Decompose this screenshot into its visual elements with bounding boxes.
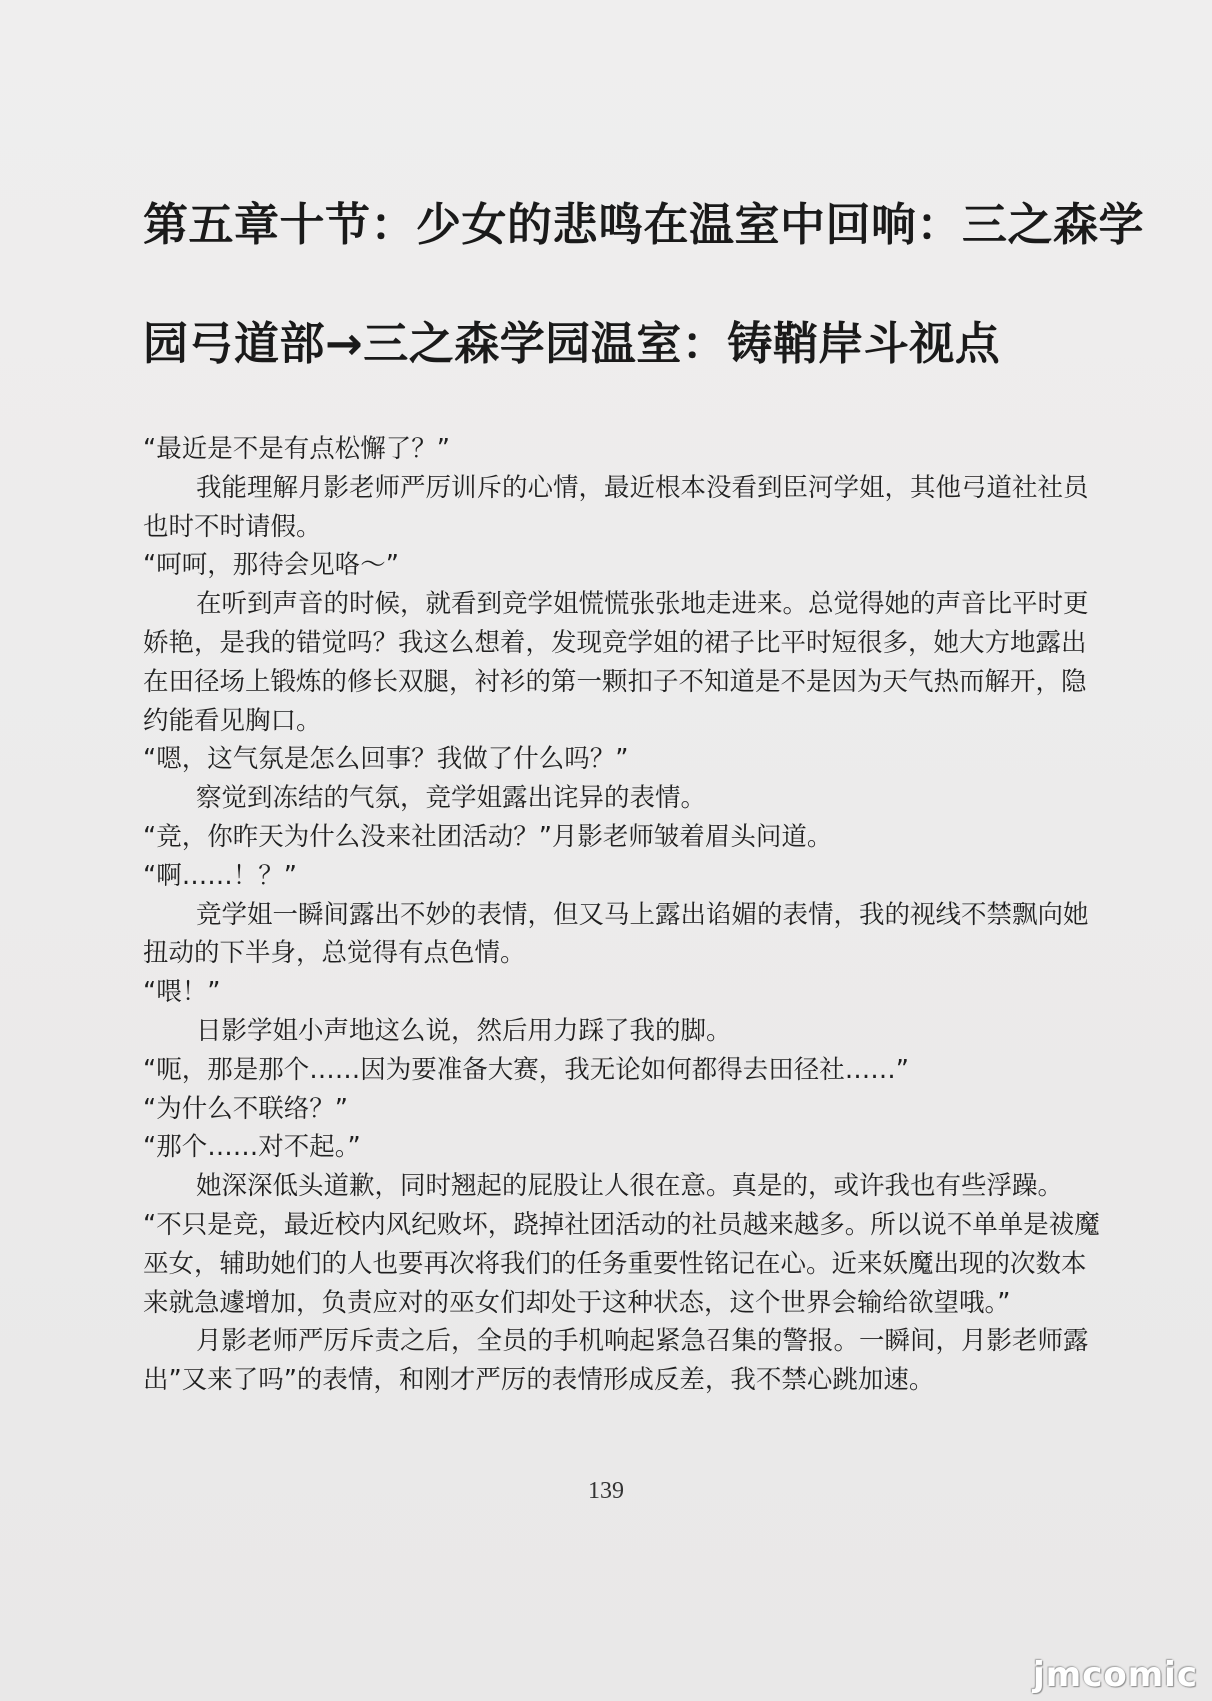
paragraph: “呃，那是那个……因为要准备大赛，我无论如何都得去田径社……” xyxy=(143,1054,909,1085)
paragraph: “最近是不是有点松懈了？” xyxy=(143,434,450,464)
paragraph: 在听到声音的时候，就看到竞学姐慌慌张张地走进来。总觉得她的声音比平时更娇艳，是我的错觉吗？我这么想着，发现竞学姐的裙子比平时短很多，她大方地露出在田径场上锻炼的修长双腿，衬衫的第一颗扣子不知道是不是因为天气热而解开，隐约能看见胸口。 xyxy=(143,589,1089,736)
paragraph: “那个……对不起。” xyxy=(143,1132,361,1163)
page-number: 139 xyxy=(588,1478,624,1504)
chapter-body xyxy=(143,430,1103,1400)
paragraph: 月影老师严厉斥责之后，全员的手机响起紧急召集的警报。一瞬间，月影老师露出”又来了吗”的表情，和刚才严厉的表情形成反差，我不禁心跳加速。 xyxy=(143,1326,1089,1396)
chapter-title-line-1: 第五章十节：少女的悲鸣在温室中回响：三之森学 xyxy=(143,198,1145,251)
paragraph: “为什么不联络？” xyxy=(143,1093,348,1124)
paragraph: 察觉到冻结的气氛，竞学姐露出诧异的表情。 xyxy=(196,783,707,814)
watermark-logo: jmcomic xyxy=(1033,1655,1198,1695)
paragraph: 她深深低头道歉，同时翘起的屁股让人很在意。真是的，或许我也有些浮躁。 xyxy=(196,1171,1064,1202)
paragraph: “不只是竞，最近校内风纪败坏，跷掉社团活动的社员越来越多。所以说不单单是祓魔巫女，辅助她们的人也要再次将我们的任务重要性铭记在心。近来妖魔出现的次数本来就急遽增加，负责应对的巫女们却处于这种状态，这个世界会输给欲望哦。” xyxy=(143,1209,1100,1318)
paragraph: “竞，你昨天为什么没来社团活动？”月影老师皱着眉头问道。 xyxy=(143,821,833,852)
chapter-title-line-2: 园弓道部→三之森学园温室：铸鞘岸斗视点 xyxy=(143,317,1001,370)
paragraph: 我能理解月影老师严厉训斥的心情，最近根本没看到臣河学姐，其他弓道社社员也时不时请假。 xyxy=(143,472,1089,542)
paragraph: “啊……！？” xyxy=(143,860,297,891)
paragraph: “喂！” xyxy=(143,977,221,1008)
paragraph: 日影学姐小声地这么说，然后用力踩了我的脚。 xyxy=(196,1015,732,1046)
chapter-title xyxy=(143,165,1145,403)
paragraph: “呵呵，那待会见咯～” xyxy=(143,550,399,581)
paragraph: “嗯，这气氛是怎么回事？我做了什么吗？” xyxy=(143,744,629,775)
paragraph: 竞学姐一瞬间露出不妙的表情，但又马上露出谄媚的表情，我的视线不禁飘向她扭动的下半身，总觉得有点色情。 xyxy=(143,899,1089,969)
